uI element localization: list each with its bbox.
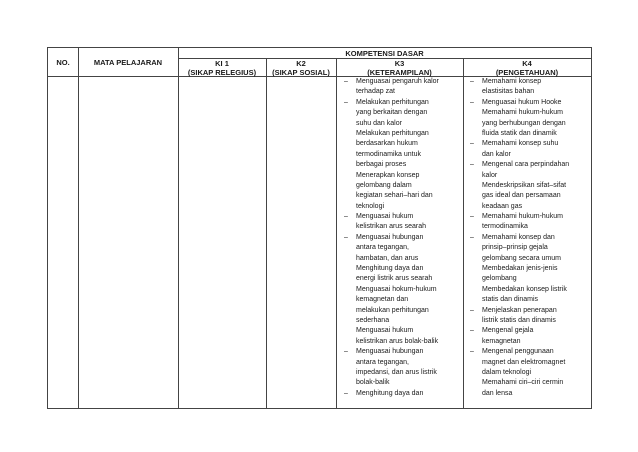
k3-line-text: kelistrikan arus bolak-balik	[356, 337, 439, 345]
k4-line-text: Memahami ciri–ciri cermin	[482, 379, 564, 387]
k3-line	[344, 202, 462, 212]
k4-line	[470, 202, 590, 212]
k4-line	[470, 119, 590, 129]
bullet-dash: –	[344, 78, 348, 85]
bullet-dash: –	[470, 306, 474, 314]
k4-line-text: magnet dan elektromagnet	[482, 358, 566, 366]
k3-line	[344, 77, 462, 87]
k4-line	[470, 233, 590, 243]
k3-line-text: suhu dan kalor	[356, 119, 402, 127]
k3-line-text: Menguasai hukum	[356, 213, 414, 221]
k4-line-text: Menjelaskan penerapan	[482, 306, 557, 314]
k3-line	[344, 316, 462, 326]
k4-line-text: keadaan gas	[482, 202, 523, 210]
k4-content	[470, 77, 590, 399]
bullet-dash: –	[344, 233, 348, 241]
k4-line	[470, 347, 590, 357]
k4-line	[470, 337, 590, 347]
k4-line	[470, 98, 590, 108]
k3-line	[344, 129, 462, 139]
k3-line-text: berdasarkan hukum	[356, 140, 418, 148]
k4-line	[470, 171, 590, 181]
k3-line	[344, 87, 462, 97]
k3-line	[344, 389, 462, 399]
k3-line	[344, 347, 462, 357]
header-k2-sub: (SIKAP SOSIAL)	[272, 68, 330, 77]
bullet-dash: –	[470, 348, 474, 356]
k4-line	[470, 389, 590, 399]
k3-line	[344, 171, 462, 181]
header-ki1-title: KI 1	[215, 59, 229, 68]
k3-line-text: gelombang dalam	[356, 181, 412, 189]
k3-line-text: Menguasai hukum	[356, 327, 414, 335]
k4-line	[470, 87, 590, 97]
bullet-dash: –	[470, 140, 474, 148]
header-k2-title: K2	[296, 59, 306, 68]
k4-line-text: Mengenal gejala	[482, 327, 534, 335]
bullet-dash: –	[470, 78, 474, 85]
k4-line-text: termodinamika	[482, 223, 528, 231]
k3-line-text: Menguasai hubungan	[356, 233, 424, 241]
k3-content	[344, 77, 462, 399]
header-k4	[463, 59, 591, 77]
k4-line	[470, 139, 590, 149]
k4-line	[470, 378, 590, 388]
k4-line	[470, 243, 590, 253]
k4-line	[470, 77, 590, 87]
k3-line	[344, 274, 462, 284]
k3-line-text: Menerapkan konsep	[356, 171, 420, 179]
k4-line	[470, 306, 590, 316]
k3-line-text: melakukan perhitungan	[356, 306, 429, 314]
k4-line-text: Membedakan jenis-jenis	[482, 265, 558, 273]
k3-line	[344, 243, 462, 253]
k4-line-text: kemagnetan	[482, 337, 521, 345]
k4-line	[470, 181, 590, 191]
k4-line-text: gelombang secara umum	[482, 254, 561, 262]
k4-line-text: Mengenal cara perpindahan	[482, 161, 570, 169]
k3-line	[344, 108, 462, 118]
k3-line-text: kelistrikan arus searah	[356, 223, 427, 231]
header-no: NO.	[56, 58, 70, 67]
k3-line	[344, 98, 462, 108]
k3-line	[344, 264, 462, 274]
k4-line-text: kalor	[482, 171, 498, 179]
col-divider-k2	[336, 58, 337, 408]
k4-line	[470, 222, 590, 232]
k3-line-text: energi listrik arus searah	[356, 275, 433, 283]
k4-line-text: Memahami hukum-hukum	[482, 213, 563, 221]
k4-line	[470, 368, 590, 378]
header-k4-sub: (PENGETAHUAN)	[495, 68, 559, 77]
k3-line-text: kegiatan sehari–hari dan	[356, 192, 433, 200]
k4-line	[470, 150, 590, 160]
k4-line-text: Memahami konsep suhu	[482, 140, 559, 148]
k3-line	[344, 191, 462, 201]
k3-line-text: berbagai proses	[356, 161, 407, 169]
bullet-dash: –	[344, 213, 348, 221]
header-mata-pelajaran: MATA PELAJARAN	[93, 58, 163, 67]
k4-line	[470, 108, 590, 118]
col-divider-k3	[463, 58, 464, 408]
k4-line-text: dan kalor	[482, 150, 511, 158]
k4-line	[470, 254, 590, 264]
k3-line	[344, 326, 462, 336]
k4-line	[470, 326, 590, 336]
col-divider-ki1	[266, 58, 267, 408]
k4-line	[470, 160, 590, 170]
k3-line-text: Menghitung daya dan	[356, 265, 424, 273]
k4-line	[470, 295, 590, 305]
k4-line	[470, 129, 590, 139]
bullet-dash: –	[344, 348, 348, 356]
k4-line-text: Memahami hukum-hukum	[482, 109, 563, 117]
k3-line-text: Menguasai hubungan	[356, 348, 424, 356]
bullet-dash: –	[470, 161, 474, 169]
col-divider-no	[78, 48, 79, 408]
k4-line	[470, 274, 590, 284]
k3-line-text: bolak-balik	[356, 379, 390, 387]
k3-line	[344, 222, 462, 232]
k3-line-text: teknologi	[356, 202, 385, 210]
k4-line-text: Memahami konsep	[482, 78, 542, 85]
k4-line-text: Membedakan konsep listrik	[482, 285, 567, 293]
k4-line-text: yang berhubungan dengan	[482, 119, 566, 127]
bullet-dash: –	[344, 98, 348, 106]
k3-line	[344, 368, 462, 378]
k3-line-text: yang berkaitan dengan	[356, 109, 428, 117]
k3-line	[344, 139, 462, 149]
k4-line-text: statis dan dinamis	[482, 296, 539, 304]
bullet-dash: –	[470, 327, 474, 335]
bullet-dash: –	[344, 389, 348, 397]
k4-line-text: Menguasai hukum Hooke	[482, 98, 562, 106]
k3-line-text: sederhana	[356, 316, 390, 324]
k3-line-text: Menguasai hokum-hukum	[356, 285, 437, 293]
k3-line	[344, 337, 462, 347]
k3-line-text: Melakukan perhitungan	[356, 98, 429, 106]
k3-line-text: Menghitung daya dan	[356, 389, 424, 397]
k4-line-text: fluida statik dan dinamik	[482, 129, 557, 137]
k4-line-text: prinsip–prinsip gejala	[482, 244, 548, 252]
header-ki1-sub: (SIKAP RELEGIUS)	[187, 68, 257, 77]
k3-line	[344, 160, 462, 170]
k3-line	[344, 212, 462, 222]
header-k2	[266, 59, 336, 77]
k3-line	[344, 306, 462, 316]
k3-line	[344, 150, 462, 160]
header-k3-sub: (KETERAMPILAN)	[367, 68, 432, 77]
k3-line-text: terhadap zat	[356, 88, 395, 96]
bullet-dash: –	[470, 98, 474, 106]
k4-line	[470, 285, 590, 295]
k3-line	[344, 378, 462, 388]
k4-line-text: gelombang	[482, 275, 517, 283]
k3-line	[344, 233, 462, 243]
header-k3	[336, 59, 463, 77]
k4-line	[470, 212, 590, 222]
k4-line-text: Mendeskripsikan sifat–sifat	[482, 181, 567, 189]
header-ki1	[178, 59, 266, 77]
k4-line-text: gas ideal dan persamaan	[482, 192, 561, 200]
k3-line	[344, 295, 462, 305]
k3-line-text: antara tegangan,	[356, 244, 409, 252]
header-k4-title: K4	[522, 59, 532, 68]
col-divider-mapel	[178, 48, 179, 408]
k4-line	[470, 191, 590, 201]
competency-table	[47, 47, 592, 409]
k4-line-text: Memahami konsep dan	[482, 233, 555, 241]
k3-line-text: impedansi, dan arus listrik	[356, 368, 437, 376]
k4-line-text: dalam teknologi	[482, 368, 532, 376]
k4-line-text: Mengenal penggunaan	[482, 348, 554, 356]
k4-line	[470, 358, 590, 368]
k3-line	[344, 358, 462, 368]
k4-line-text: dan lensa	[482, 389, 513, 397]
k4-line-text: elastisitas bahan	[482, 88, 535, 96]
bullet-dash: –	[470, 233, 474, 241]
header-k3-title: K3	[394, 59, 405, 68]
bullet-dash: –	[470, 213, 474, 221]
k3-line	[344, 254, 462, 264]
k3-line	[344, 285, 462, 295]
k3-line-text: antara tegangan,	[356, 358, 409, 366]
k4-line	[470, 316, 590, 326]
k3-line-text: Menguasai pengaruh kalor	[356, 78, 439, 85]
header-kompetensi-dasar: KOMPETENSI DASAR	[345, 49, 424, 58]
k3-line-text: hambatan, dan arus	[356, 254, 419, 262]
k3-line	[344, 181, 462, 191]
k3-line-text: termodinamika untuk	[356, 150, 421, 158]
k3-line-text: kemagnetan dan	[356, 296, 409, 304]
k4-line-text: listrik statis dan dinamis	[482, 316, 556, 324]
k4-line	[470, 264, 590, 274]
k3-line	[344, 119, 462, 129]
k3-line-text: Melakukan perhitungan	[356, 129, 429, 137]
